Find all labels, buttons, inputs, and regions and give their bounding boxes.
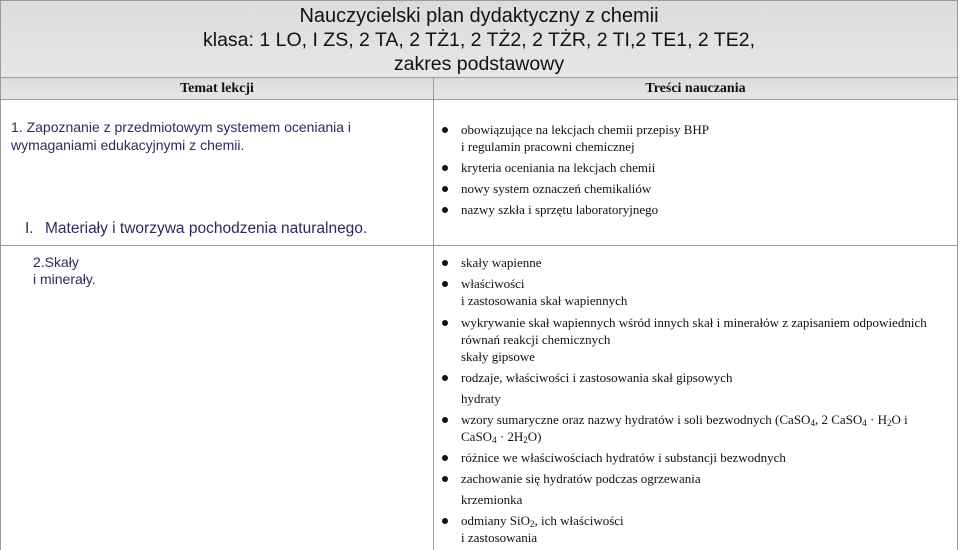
list-item: nazwy szkła i sprzętu laboratoryjnego [461,201,951,218]
bullet-icon [442,186,448,192]
list-item: równań reakcji chemicznych [461,332,611,347]
section-title: Materiały i tworzywa pochodzenia naturalnego. [45,220,368,237]
list-item: kryteria oceniania na lekcjach chemii [461,159,951,176]
table-row [0,100,958,246]
bullet-icon [442,207,448,213]
list-item: CaSO$_4$ · $2H_2O$) [461,429,542,445]
list-item: krzemionka [461,492,523,507]
bullet-icon [442,518,448,524]
bullet-icon [442,375,448,381]
list-item: skały wapienne [461,254,951,271]
class-list: klasa: 1 LO, I ZS, 2 TA, 2 TŻ1, 2 TŻ2, 2 TŻR, 2 TI,2 TE1, 2 TE2, [202,29,755,51]
document-title-block [0,0,958,78]
scope-label: zakres podstawowy [393,53,565,75]
list-item: różnice we właściwościach hydratów i substancji bezwodnych [461,449,951,466]
list-item: zachowanie się hydratów podczas ogrzewania [461,470,951,487]
document-title: Nauczycielski plan dydaktyczny z chemii [299,5,659,27]
bullet-icon [442,476,448,482]
list-item: skały gipsowe [461,349,536,364]
column-divider [433,246,434,550]
bullet-icon [442,127,448,133]
column-header-content: Treści nauczania [645,81,746,96]
content-list [461,121,951,218]
column-divider [433,100,434,245]
list-item: i zastosowania [461,530,538,545]
list-item: rodzaje, właściwości i zastosowania skał gipsowych [461,369,951,386]
bullet-icon [442,320,448,326]
table-header [0,78,958,100]
content-list [461,254,951,546]
section-heading [25,220,367,238]
list-item: wzory sumaryczne oraz nazwy hydratów i soli bezwodnych (CaSO$_4$, 2 CaSO$_4$ · $H_2O$ i [461,411,951,428]
list-item: i zastosowania skał wapiennych [461,293,628,308]
lesson-topic: 2.Skały i minerały. [33,254,96,287]
bullet-icon [442,455,448,461]
bullet-icon [442,417,448,423]
list-item: i regulamin pracowni chemicznej [461,139,635,154]
bullet-icon [442,260,448,266]
list-item: właściwości [461,275,951,292]
list-item: nowy system oznaczeń chemikaliów [461,180,951,197]
lesson-topic: 1. Zapoznanie z przedmiotowym systemem oceniania i wymaganiami edukacyjnymi z chemii. [11,119,352,153]
bullet-icon [442,165,448,171]
list-item: odmiany SiO$_2$, ich właściwości [461,512,951,529]
table-row [0,246,958,550]
list-item: hydraty [461,391,501,406]
section-number: I. [25,220,34,237]
bullet-icon [442,281,448,287]
list-item: wykrywanie skał wapiennych wśród innych skał i minerałów z zapisaniem odpowiednich [461,314,951,331]
column-header-topic: Temat lekcji [180,81,254,96]
list-item: obowiązujące na lekcjach chemii przepisy BHP [461,121,951,138]
